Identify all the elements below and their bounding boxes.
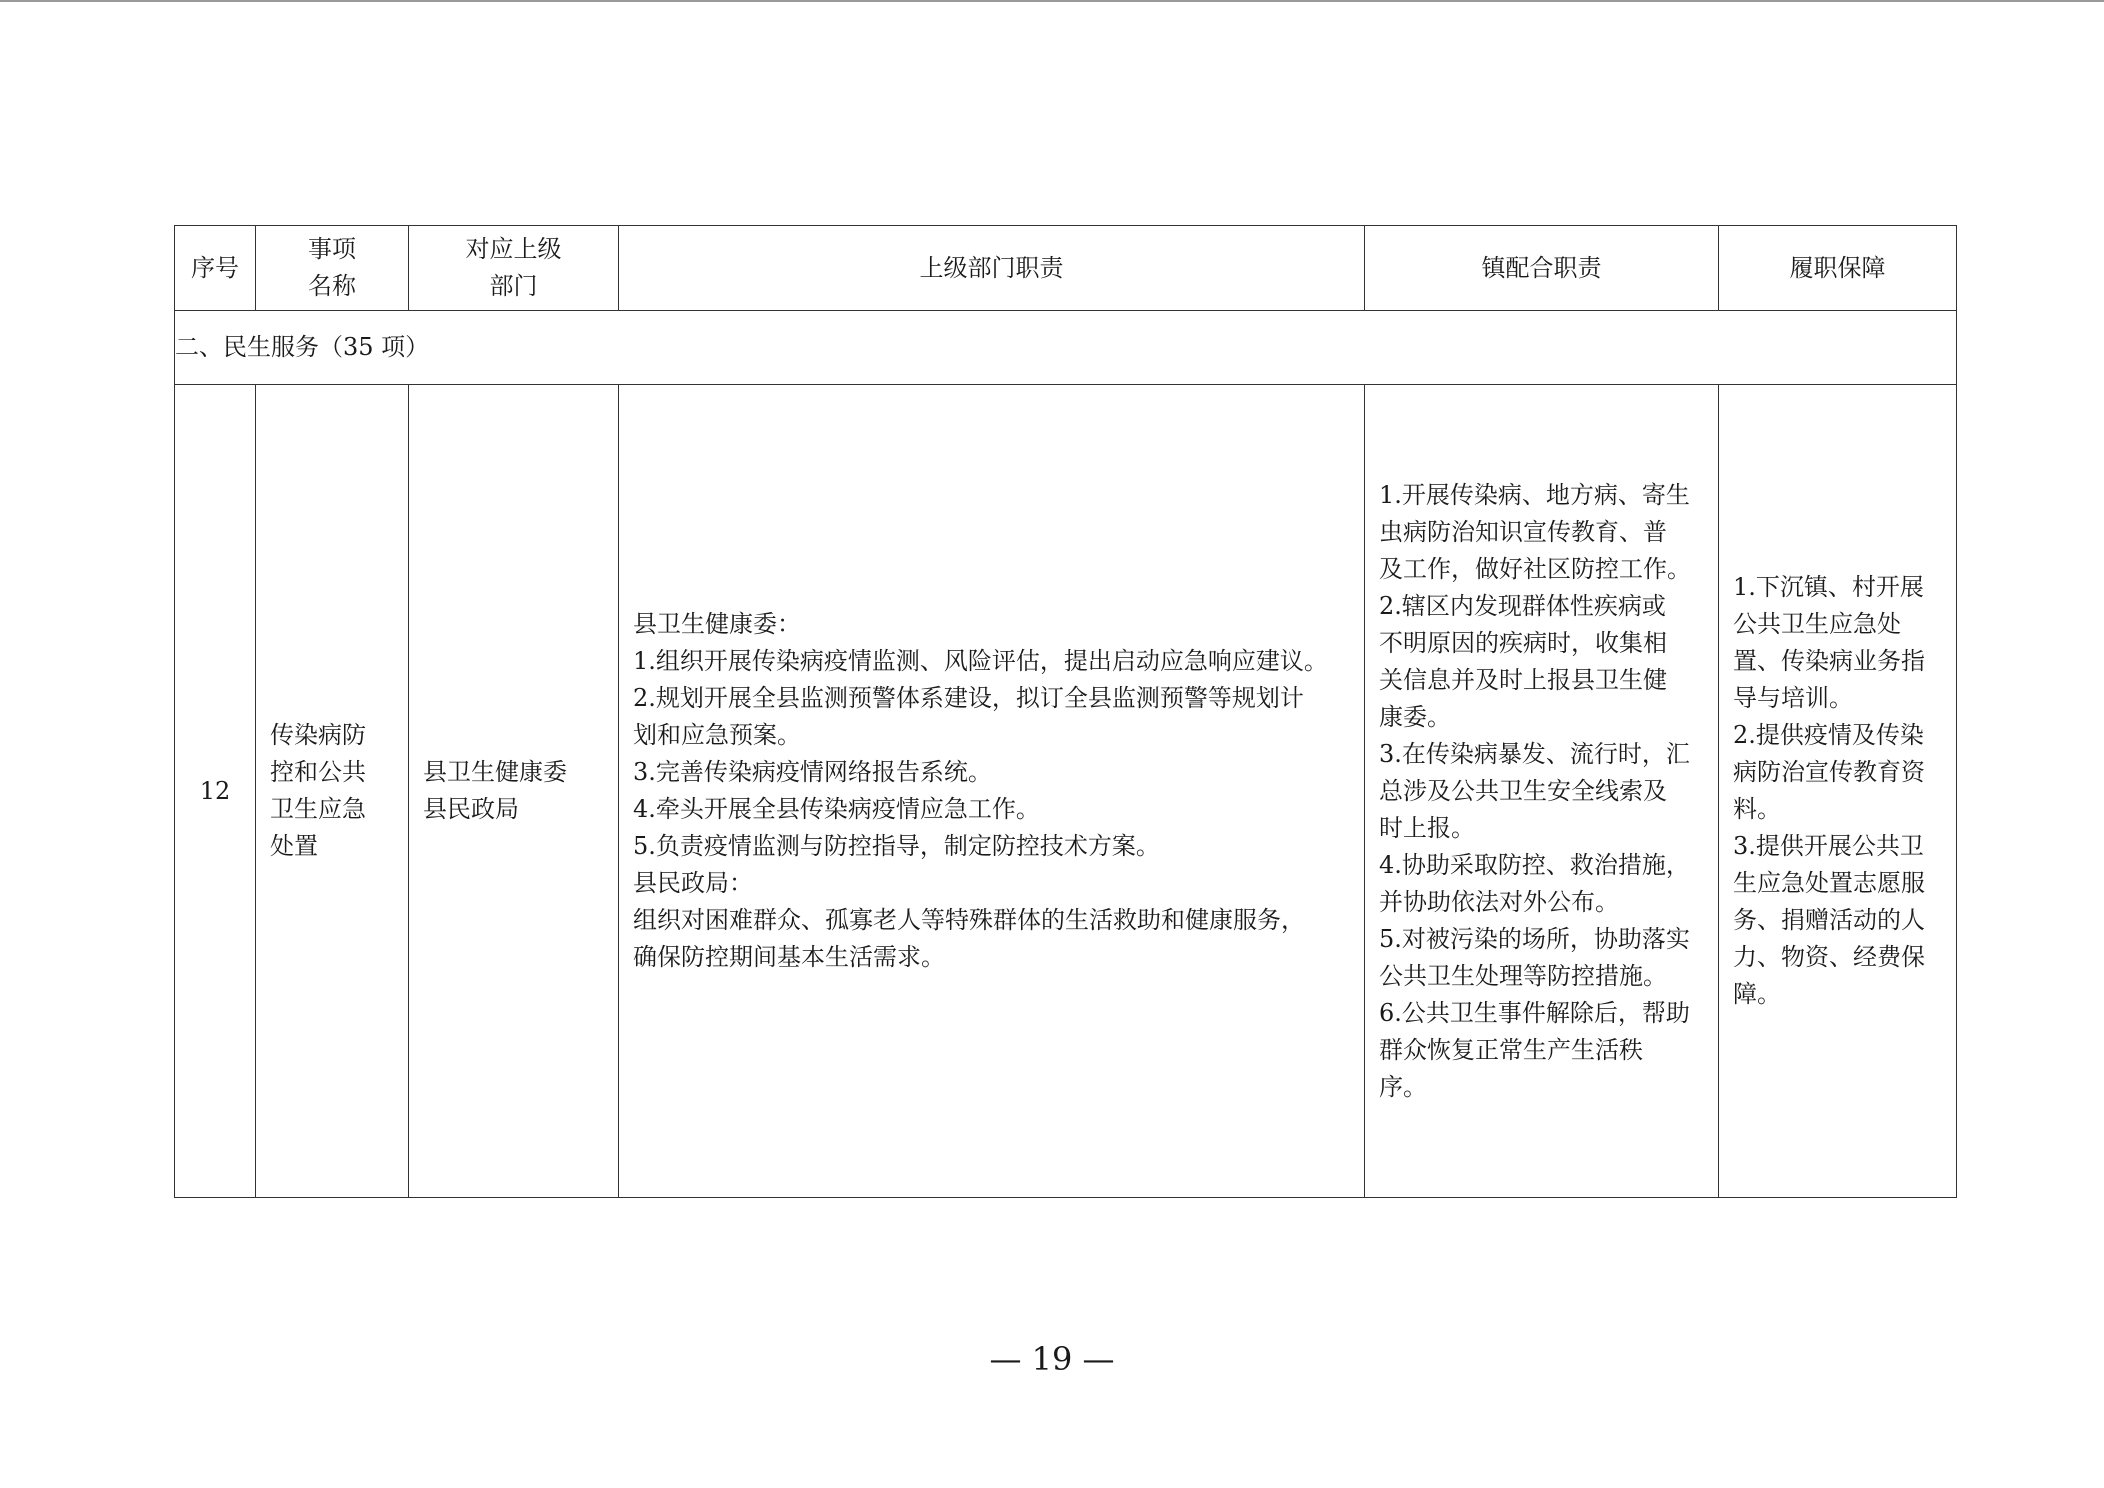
page-top-rule xyxy=(0,0,2104,2)
header-item-name: 事项 名称 xyxy=(256,226,409,311)
row-upper-duty: 县卫生健康委： 1.组织开展传染病疫情监测、风险评估，提出启动应急响应建议。 2.规划开展全县监测预警体系建设，拟订全县监测预警等规划计 划和应急预案。 3.完善传染病疫情网络报告系统。 4.牵头开展全县传染病疫情应急工作。 5.负责疫情监测与防控指导，制定防控技术方案。 县民政局： 组织对困难群众、孤寡老人等特殊群体的生活救助和健康服务， 确保防控期间基本生活需求。 xyxy=(619,385,1365,1198)
duty-table xyxy=(174,225,1957,1198)
row-guarantee: 1.下沉镇、村开展 公共卫生应急处 置、传染病业务指 导与培训。 2.提供疫情及传染 病防治宣传教育资 料。 3.提供开展公共卫 生应急处置志愿服 务、捐赠活动的人 力、物资、经费保 障。 xyxy=(1719,385,1957,1198)
table-row xyxy=(175,385,1957,1198)
section-title: 二、民生服务（35 项） xyxy=(175,311,1957,385)
header-guarantee: 履职保障 xyxy=(1719,226,1957,311)
row-town-duty: 1.开展传染病、地方病、寄生 虫病防治知识宣传教育、普 及工作，做好社区防控工作。 2.辖区内发现群体性疾病或 不明原因的疾病时，收集相 关信息并及时上报县卫生健 康委。 3.在传染病暴发、流行时，汇 总涉及公共卫生安全线索及 时上报。 4.协助采取防控、救治措施， 并协助依法对外公布。 5.对被污染的场所，协助落实 公共卫生处理等防控措施。 6.公共卫生事件解除后，帮助 群众恢复正常生产生活秩 序。 xyxy=(1365,385,1719,1198)
section-row xyxy=(175,311,1957,385)
row-dept: 县卫生健康委 县民政局 xyxy=(409,385,619,1198)
header-seq: 序号 xyxy=(175,226,256,311)
header-town-duty: 镇配合职责 xyxy=(1365,226,1719,311)
header-dept: 对应上级 部门 xyxy=(409,226,619,311)
row-item-name: 传染病防 控和公共 卫生应急 处置 xyxy=(256,385,409,1198)
page-number: — 19 — xyxy=(989,1340,1115,1378)
table-header-row xyxy=(175,226,1957,311)
row-seq: 12 xyxy=(175,385,256,1198)
header-upper-duty: 上级部门职责 xyxy=(619,226,1365,311)
